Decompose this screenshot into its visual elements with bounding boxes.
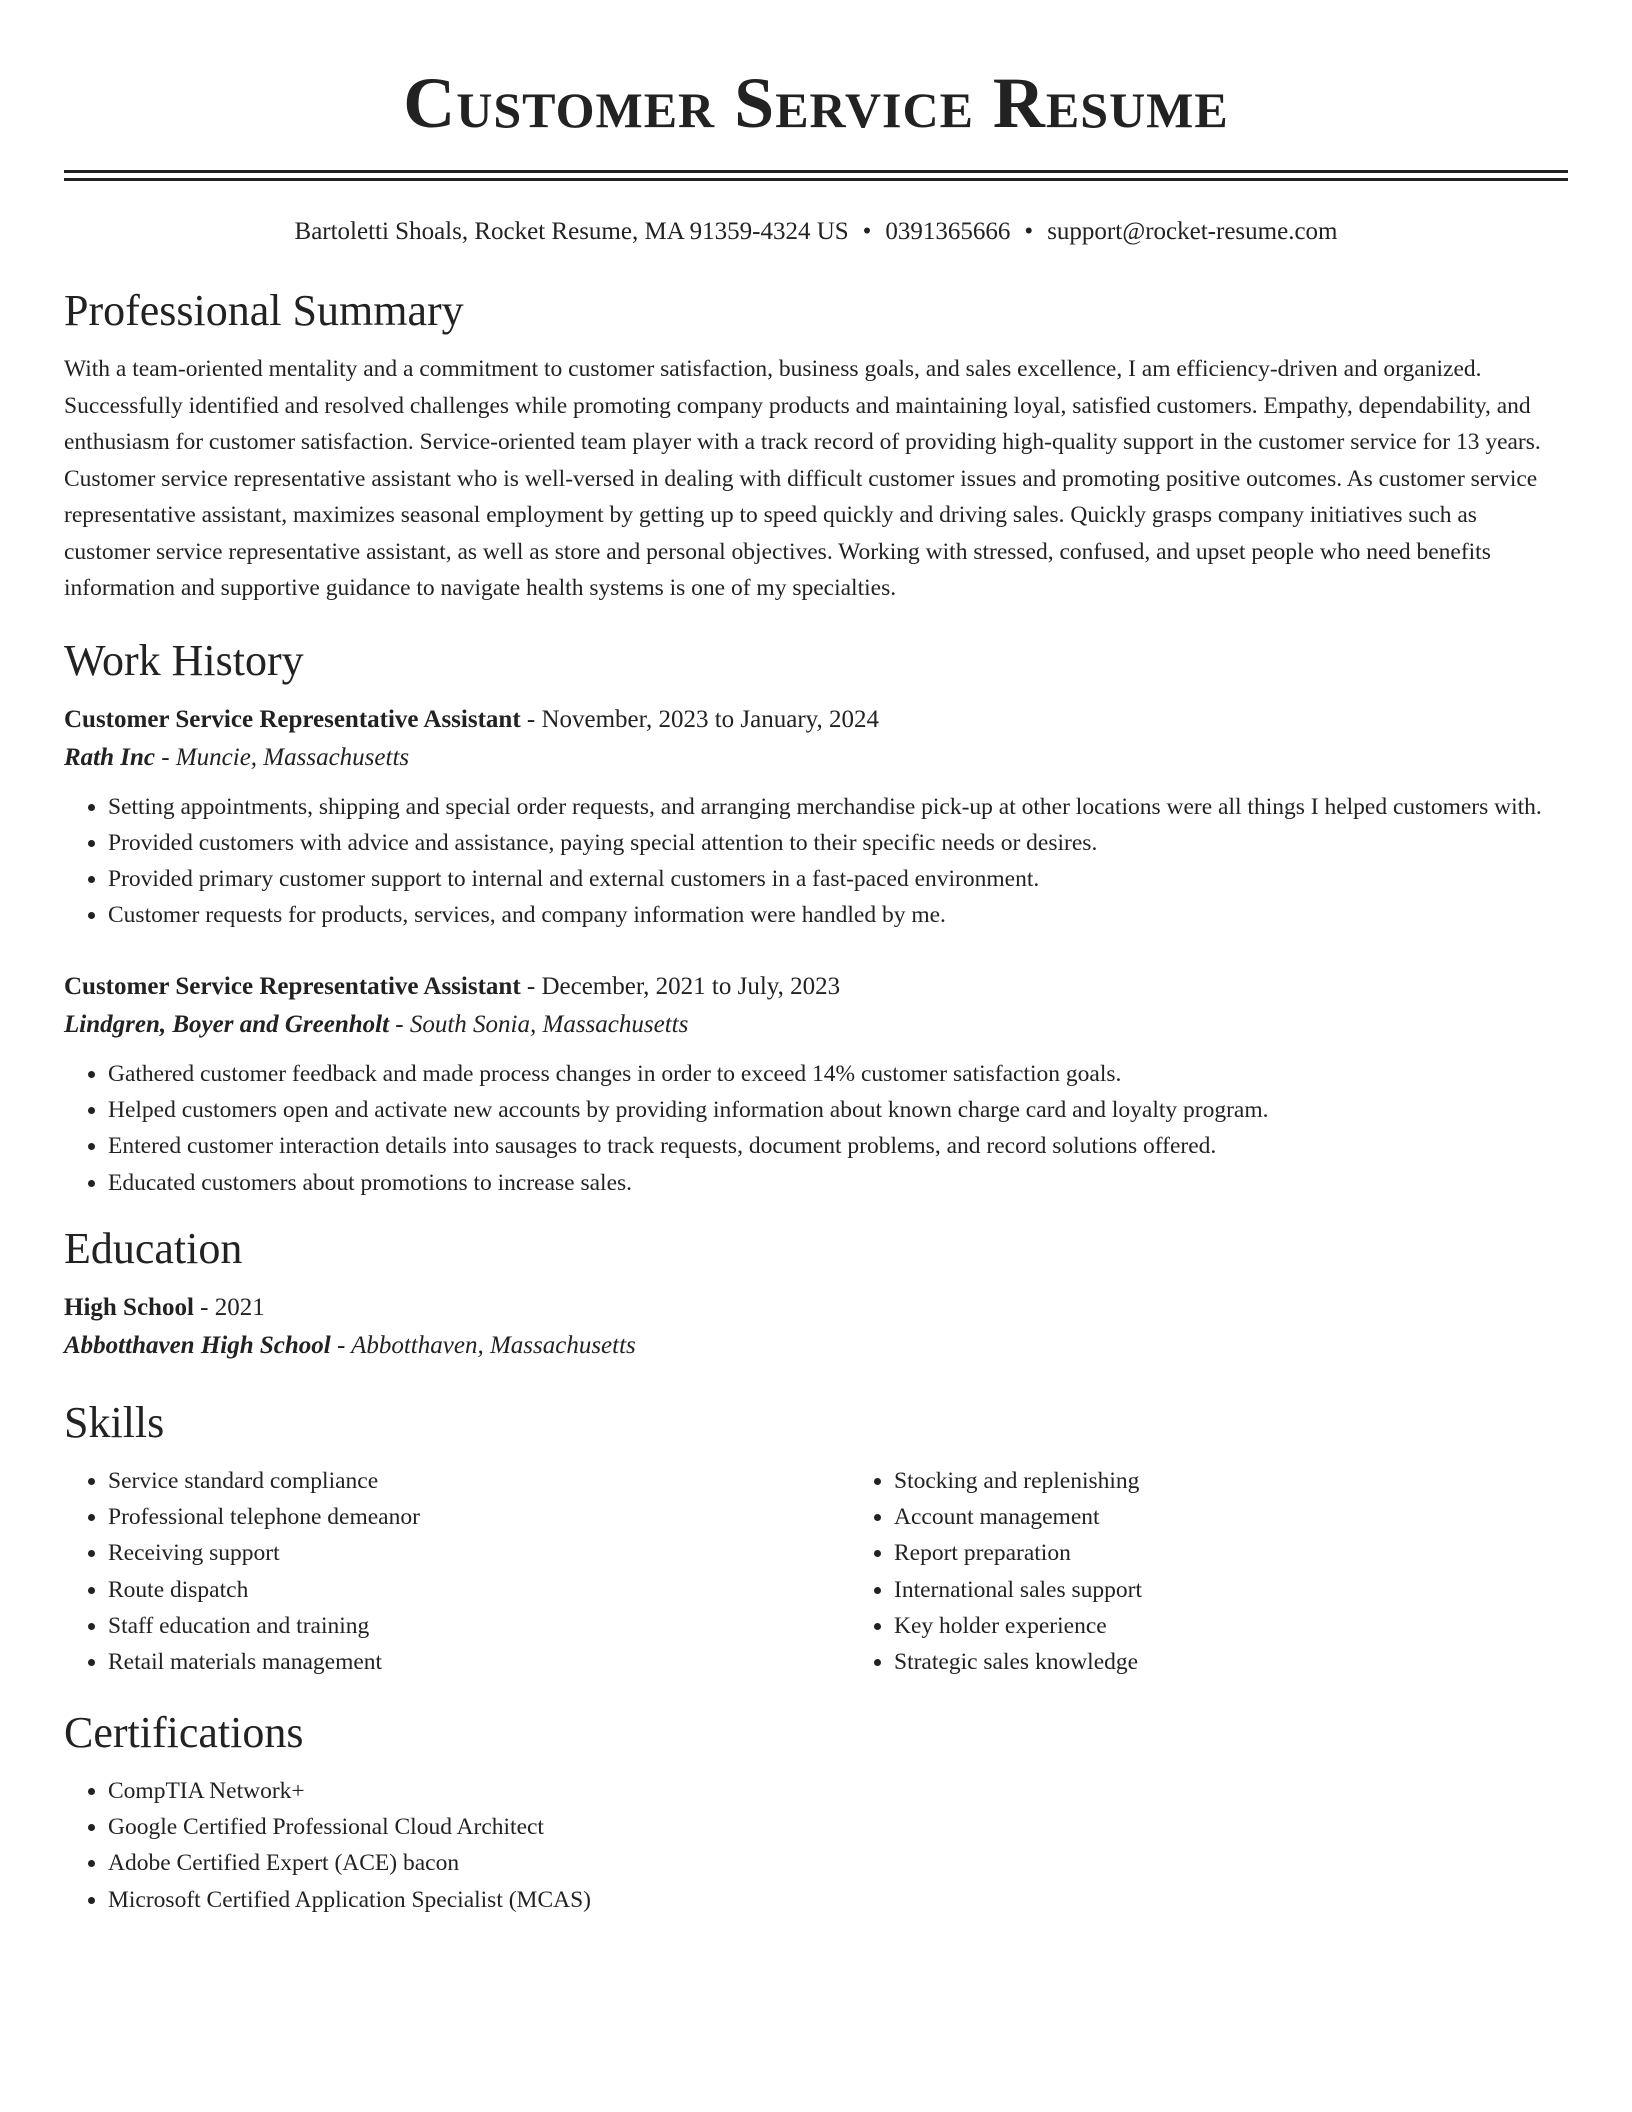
skill-item: • Report preparation [894, 1535, 1632, 1571]
job-dates: - December, 2021 to July, 2023 [520, 972, 841, 1000]
summary-heading: Professional Summary [64, 286, 464, 335]
certification-item: • Microsoft Certified Application Specialist (MCAS) [108, 1882, 1568, 1918]
employer-name: Rath Inc [64, 743, 156, 771]
job-duty: • Provided primary customer support to internal and external customers in a fast-paced environment. [108, 861, 1568, 897]
education-heading: Education [64, 1223, 243, 1273]
degree-year: - 2021 [193, 1293, 265, 1321]
employer-line [64, 739, 1568, 777]
employer-location: - South Sonia, Massachusetts [389, 1010, 689, 1038]
skill-item: • Retail materials management [108, 1644, 850, 1680]
contact-email: support@rocket-resume.com [1047, 218, 1338, 245]
skill-item: • Route dispatch [108, 1572, 850, 1608]
skill-item: • Staff education and training [108, 1608, 850, 1644]
skill-item: • Receiving support [108, 1535, 850, 1571]
skill-item: • Account management [894, 1499, 1632, 1535]
employer-location: - Muncie, Massachusetts [155, 743, 410, 771]
employer-name: Lindgren, Boyer and Greenholt [64, 1010, 390, 1038]
school-line [64, 1327, 1568, 1365]
degree-line [64, 1289, 1568, 1327]
skills-columns [64, 1463, 1568, 1681]
skills-list-left [64, 1463, 850, 1681]
job-duty: • Helped customers open and activate new accounts by providing information about known charge card and loyalty program. [108, 1092, 1568, 1128]
summary-text: With a team-oriented mentality and a commitment to customer satisfaction, business goals, and sales excellence, I am efficiency-driven and organized. Successfully identified and resolved challenges while promoting company products and maintaining loyal, satisfied customers. Empathy, dependability, and enthusiasm for customer satisfaction. Service-oriented team player with a track record of providing high-quality support in the customer service for 13 years. Customer service representative assistant who is well-versed in dealing with difficult customer issues and promoting positive outcomes. As customer service representative assistant, maximizes seasonal employment by getting up to speed quickly and driving sales. Quickly grasps company initiatives such as customer service representative assistant, as well as store and personal objectives. Working with stressed, confused, and upset people who need benefits information and supportive guidance to navigate health systems is one of my specialties. [64, 356, 1541, 601]
skills-heading: Skills [64, 1397, 165, 1447]
skill-item: • Strategic sales knowledge [894, 1644, 1632, 1680]
job-title: Customer Service Representative Assistant [64, 705, 521, 733]
job-duty: • Entered customer interaction details into sausages to track requests, document problems, and record solutions offered. [108, 1128, 1568, 1164]
certifications-heading: Certifications [64, 1707, 304, 1757]
contact-separator: • [862, 218, 872, 245]
work-history-heading: Work History [64, 635, 304, 685]
job-duties-list [64, 789, 1568, 934]
certification-item: • Google Certified Professional Cloud Architect [108, 1809, 1568, 1845]
job-title-line [64, 968, 1568, 1006]
job-title: Customer Service Representative Assistant [64, 972, 521, 1000]
certifications-list [64, 1773, 1568, 1918]
certification-item: • CompTIA Network+ [108, 1773, 1568, 1809]
job-entry [64, 968, 1568, 1201]
skill-item: • Key holder experience [894, 1608, 1632, 1644]
contact-line [64, 215, 1568, 249]
contact-address: Bartoletti Shoals, Rocket Resume, MA 91359-4324 US [294, 218, 849, 245]
skills-list-right [850, 1463, 1632, 1681]
job-duty: • Gathered customer feedback and made process changes in order to exceed 14% customer satisfaction goals. [108, 1056, 1568, 1092]
resume-title: Customer Service Resume [403, 63, 1229, 143]
job-duty: • Educated customers about promotions to increase sales. [108, 1165, 1568, 1201]
job-duty: • Customer requests for products, services, and company information were handled by me. [108, 897, 1568, 933]
contact-separator: • [1024, 218, 1034, 245]
job-entry [64, 701, 1568, 934]
skill-item: • Service standard compliance [108, 1463, 850, 1499]
job-title-line [64, 701, 1568, 739]
degree: High School [64, 1293, 194, 1321]
title-divider-top [64, 170, 1568, 173]
job-dates: - November, 2023 to January, 2024 [520, 705, 880, 733]
contact-phone: 0391365666 [885, 218, 1011, 245]
job-duty: • Provided customers with advice and assistance, paying special attention to their specific needs or desires. [108, 825, 1568, 861]
skill-item: • Professional telephone demeanor [108, 1499, 850, 1535]
school-name: Abbotthaven High School [64, 1331, 331, 1359]
skill-item: • International sales support [894, 1572, 1632, 1608]
employer-line [64, 1006, 1568, 1044]
school-location: - Abbotthaven, Massachusetts [330, 1331, 636, 1359]
certification-item: • Adobe Certified Expert (ACE) bacon [108, 1845, 1568, 1881]
skill-item: • Stocking and replenishing [894, 1463, 1632, 1499]
job-duty: • Setting appointments, shipping and special order requests, and arranging merchandise pick-up at other locations were all things I helped customers with. [108, 789, 1568, 825]
job-duties-list [64, 1056, 1568, 1201]
title-divider-bottom [64, 178, 1568, 181]
